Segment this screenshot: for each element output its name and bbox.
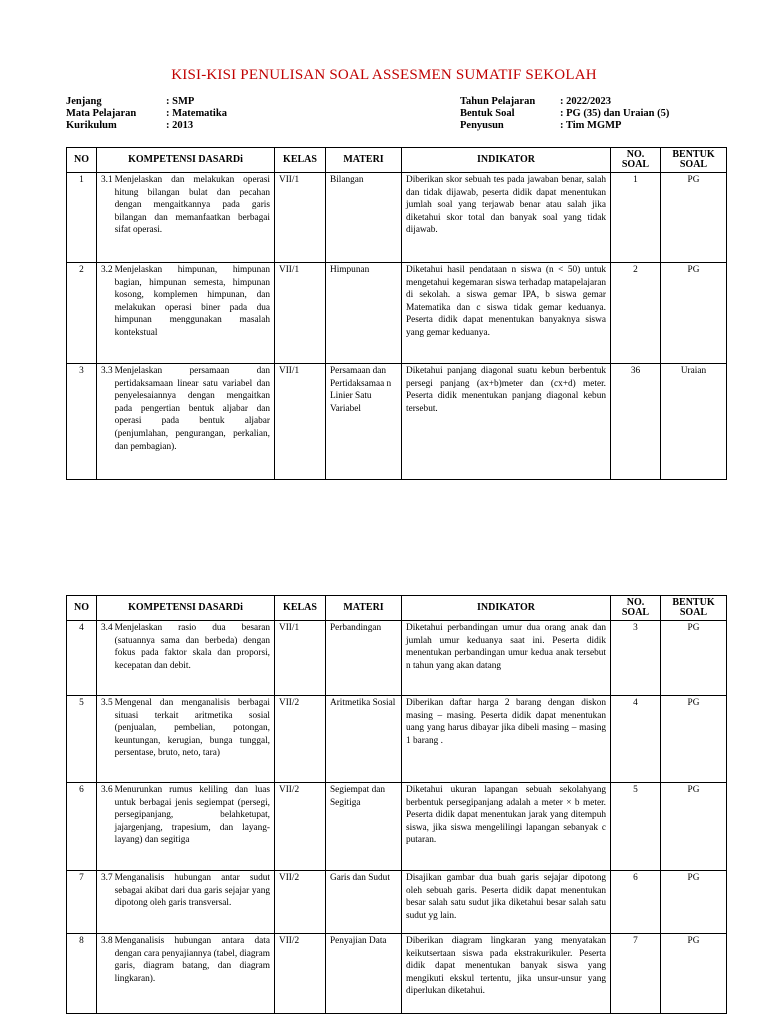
cell-bentuk-soal: Uraian [661, 364, 727, 480]
kd-text: Mengenal dan menganalisis berbagai situasi terkait aritmetika sosial (penjualan, pembelian, potongan, keuntungan, kerugian, bunga tunggal, persentase, bruto, neto, tara) [114, 698, 270, 759]
cell-no-soal: 2 [611, 263, 661, 364]
meta-value: : SMP [166, 96, 195, 107]
meta-value: : Tim MGMP [560, 120, 622, 131]
meta-label: Kurikulum [66, 120, 117, 131]
header-bentuk-soal: BENTUK SOAL [661, 596, 727, 621]
kd-text: Menjelaskan persamaan dan pertidaksamaan linear satu variabel dan penyelesaiannya dengan mengaitkan pada pengertian bentuk aljabar dan operasi pada bentuk aljabar (penjumlahan, pengurangan, perkalian, dan pembagian). [114, 366, 270, 452]
cell-materi: Garis dan Sudut [326, 871, 402, 934]
meta-jenjang [66, 96, 227, 108]
header-no-soal: NO. SOAL [611, 148, 661, 173]
meta-value: : PG (35) dan Uraian (5) [560, 108, 670, 119]
meta-label: Penyusun [460, 120, 504, 131]
cell-materi: Perbandingan [326, 621, 402, 696]
table-header-row [67, 148, 727, 173]
cell-no: 3 [67, 364, 97, 480]
cell-no-soal: 4 [611, 696, 661, 783]
cell-no-soal: 1 [611, 173, 661, 263]
kd-number: 3.2 [101, 265, 113, 275]
cell-kompetensi-dasar [97, 173, 275, 263]
cell-materi: Aritmetika Sosial [326, 696, 402, 783]
cell-no: 8 [67, 934, 97, 1014]
cell-no-soal: 6 [611, 871, 661, 934]
cell-bentuk-soal: PG [661, 173, 727, 263]
header-no: NO [67, 148, 97, 173]
cell-kelas: VII/1 [275, 621, 326, 696]
cell-bentuk-soal: PG [661, 263, 727, 364]
cell-indikator: Disajikan gambar dua buah garis sejajar dipotong oleh sebuah garis. Peserta didik dapat menentukan besar salah satu sudut jika diketahui besar salah satu sudut yg lain. [402, 871, 611, 934]
meta-label: Bentuk Soal [460, 108, 515, 119]
cell-no: 6 [67, 783, 97, 871]
cell-no: 2 [67, 263, 97, 364]
cell-kelas: VII/2 [275, 871, 326, 934]
kisi-table-2 [66, 595, 727, 1014]
cell-materi: Bilangan [326, 173, 402, 263]
meta-kurikulum [66, 120, 227, 132]
meta-right [460, 96, 669, 132]
cell-kompetensi-dasar [97, 934, 275, 1014]
table-row [67, 783, 727, 871]
cell-kelas: VII/1 [275, 364, 326, 480]
meta-value: : Matematika [166, 108, 227, 119]
meta-mata-pelajaran [66, 108, 227, 120]
table-row [67, 263, 727, 364]
cell-indikator: Diberikan diagram lingkaran yang menyatakan keikutsertaan siswa pada ekstrakurikuler. Peserta didik dapat menentukan banyak siswa yang mengikuti ekskul tertentu, jika unsur-unsur yang diperlukan diketahui. [402, 934, 611, 1014]
cell-no: 4 [67, 621, 97, 696]
cell-indikator: Diketahui perbandingan umur dua orang anak dan jumlah umur keduanya saat ini. Peserta didik menentukan perbandingan umur kedua anak tersebut n tahun yang akan datang [402, 621, 611, 696]
cell-indikator: Diketahui panjang diagonal suatu kebun berbentuk persegi panjang (ax+b)meter dan (cx+d) meter. Peserta didik menentukan panjang diagonal kebun tersebut. [402, 364, 611, 480]
cell-indikator: Diberikan skor sebuah tes pada jawaban benar, salah dan tidak dijawab, peserta didik dapat menentukan jumlah soal yang terjawab benar atau salah jika diketahui skor total dan banyak soal yang tidak dijawab. [402, 173, 611, 263]
kd-text: Menganalisis hubungan antara data dengan cara penyajiannya (tabel, diagram garis, diagram batang, dan diagram lingkaran). [114, 936, 270, 984]
cell-indikator: Diketahui ukuran lapangan sebuah sekolahyang berbentuk persegipanjang adalah a meter × b meter. Peserta didik dapat menentukan jarak yang ditempuh siswa, jika siswa mengelilingi lapangan sebanyak c putaran. [402, 783, 611, 871]
table-row [67, 621, 727, 696]
cell-indikator: Diberikan daftar harga 2 barang dengan diskon masing – masing. Peserta didik dapat menentukan uang yang harus dibayar jika dibeli masing – masing 1 barang . [402, 696, 611, 783]
header-kompetensi-dasar: KOMPETENSI DASARDi [97, 148, 275, 173]
header-materi: MATERI [326, 148, 402, 173]
kd-number: 3.8 [101, 936, 113, 946]
meta-label: Tahun Pelajaran [460, 96, 536, 107]
cell-no-soal: 7 [611, 934, 661, 1014]
kd-number: 3.4 [101, 623, 113, 633]
table-row [67, 934, 727, 1014]
kd-text: Menjelaskan rasio dua besaran (satuannya sama dan berbeda) dengan fokus pada faktor skala dan proporsi, kecepatan dan debit. [114, 623, 270, 671]
cell-bentuk-soal: PG [661, 871, 727, 934]
header-bentuk-soal: BENTUK SOAL [661, 148, 727, 173]
cell-bentuk-soal: PG [661, 934, 727, 1014]
header-kompetensi-dasar: KOMPETENSI DASARDi [97, 596, 275, 621]
meta-tahun-pelajaran [460, 96, 669, 108]
cell-kelas: VII/2 [275, 696, 326, 783]
kd-text: Menjelaskan himpunan, himpunan bagian, himpunan semesta, himpunan kosong, komplemen himpunan, dan melakukan operasi biner pada dua himpunan menggunakan masalah kontekstual [114, 265, 270, 338]
cell-materi: Penyajian Data [326, 934, 402, 1014]
meta-penyusun [460, 120, 669, 132]
cell-indikator: Diketahui hasil pendataan n siswa (n < 50) untuk mengetahui kegemaran siswa terhadap matapelajaran di sekolah. a siswa gemar IPA, b siswa gemar Matematika dan c siswa tidak gemar keduanya. Peserta didik dapat menentukan banyaknya siswa yang gemar keduanya. [402, 263, 611, 364]
header-kelas: KELAS [275, 148, 326, 173]
cell-kompetensi-dasar [97, 696, 275, 783]
cell-kompetensi-dasar [97, 621, 275, 696]
cell-materi: Himpunan [326, 263, 402, 364]
table-header-row [67, 596, 727, 621]
cell-bentuk-soal: PG [661, 696, 727, 783]
cell-kompetensi-dasar [97, 871, 275, 934]
cell-kelas: VII/1 [275, 173, 326, 263]
cell-kompetensi-dasar [97, 263, 275, 364]
cell-bentuk-soal: PG [661, 783, 727, 871]
table-row [67, 696, 727, 783]
cell-kelas: VII/2 [275, 783, 326, 871]
kd-number: 3.5 [101, 698, 113, 708]
table-row [67, 364, 727, 480]
meta-label: Jenjang [66, 96, 102, 107]
meta-value: : 2013 [166, 120, 194, 131]
cell-kompetensi-dasar [97, 783, 275, 871]
table-row [67, 871, 727, 934]
kd-number: 3.6 [101, 785, 113, 795]
cell-bentuk-soal: PG [661, 621, 727, 696]
cell-kelas: VII/1 [275, 263, 326, 364]
meta-value: : 2022/2023 [560, 96, 612, 107]
meta-label: Mata Pelajaran [66, 108, 137, 119]
kd-text: Menganalisis hubungan antar sudut sebagai akibat dari dua garis sejajar yang dipotong oleh garis transversal. [114, 873, 270, 909]
header-indikator: INDIKATOR [402, 596, 611, 621]
kd-text: Menurunkan rumus keliling dan luas untuk berbagai jenis segiempat (persegi, persegipanjang, belahketupat, jajargenjang, trapesium, dan layang-layang) dan segitiga [114, 785, 270, 846]
cell-kompetensi-dasar [97, 364, 275, 480]
header-indikator: INDIKATOR [402, 148, 611, 173]
header-no-soal: NO. SOAL [611, 596, 661, 621]
cell-no-soal: 36 [611, 364, 661, 480]
cell-no-soal: 5 [611, 783, 661, 871]
table-row [67, 173, 727, 263]
kd-number: 3.3 [101, 366, 113, 376]
cell-materi: Segiempat dan Segitiga [326, 783, 402, 871]
meta-left [66, 96, 227, 132]
cell-kelas: VII/2 [275, 934, 326, 1014]
cell-no: 7 [67, 871, 97, 934]
page-title: KISI-KISI PENULISAN SOAL ASSESMEN SUMATIF SEKOLAH [171, 67, 597, 83]
cell-no: 5 [67, 696, 97, 783]
header-no: NO [67, 596, 97, 621]
cell-materi: Persamaan dan Pertidaksamaa n Linier Satu Variabel [326, 364, 402, 480]
cell-no-soal: 3 [611, 621, 661, 696]
meta-bentuk-soal [460, 108, 669, 120]
kd-number: 3.7 [101, 873, 113, 883]
cell-no: 1 [67, 173, 97, 263]
kd-text: Menjelaskan dan melakukan operasi hitung bilangan bulat dan pecahan dengan mengaitkannya pada garis bilangan dan memanfaatkan berbagai sifat operasi. [114, 175, 270, 236]
header-materi: MATERI [326, 596, 402, 621]
header-kelas: KELAS [275, 596, 326, 621]
kisi-table-1 [66, 147, 727, 480]
kd-number: 3.1 [101, 175, 113, 185]
